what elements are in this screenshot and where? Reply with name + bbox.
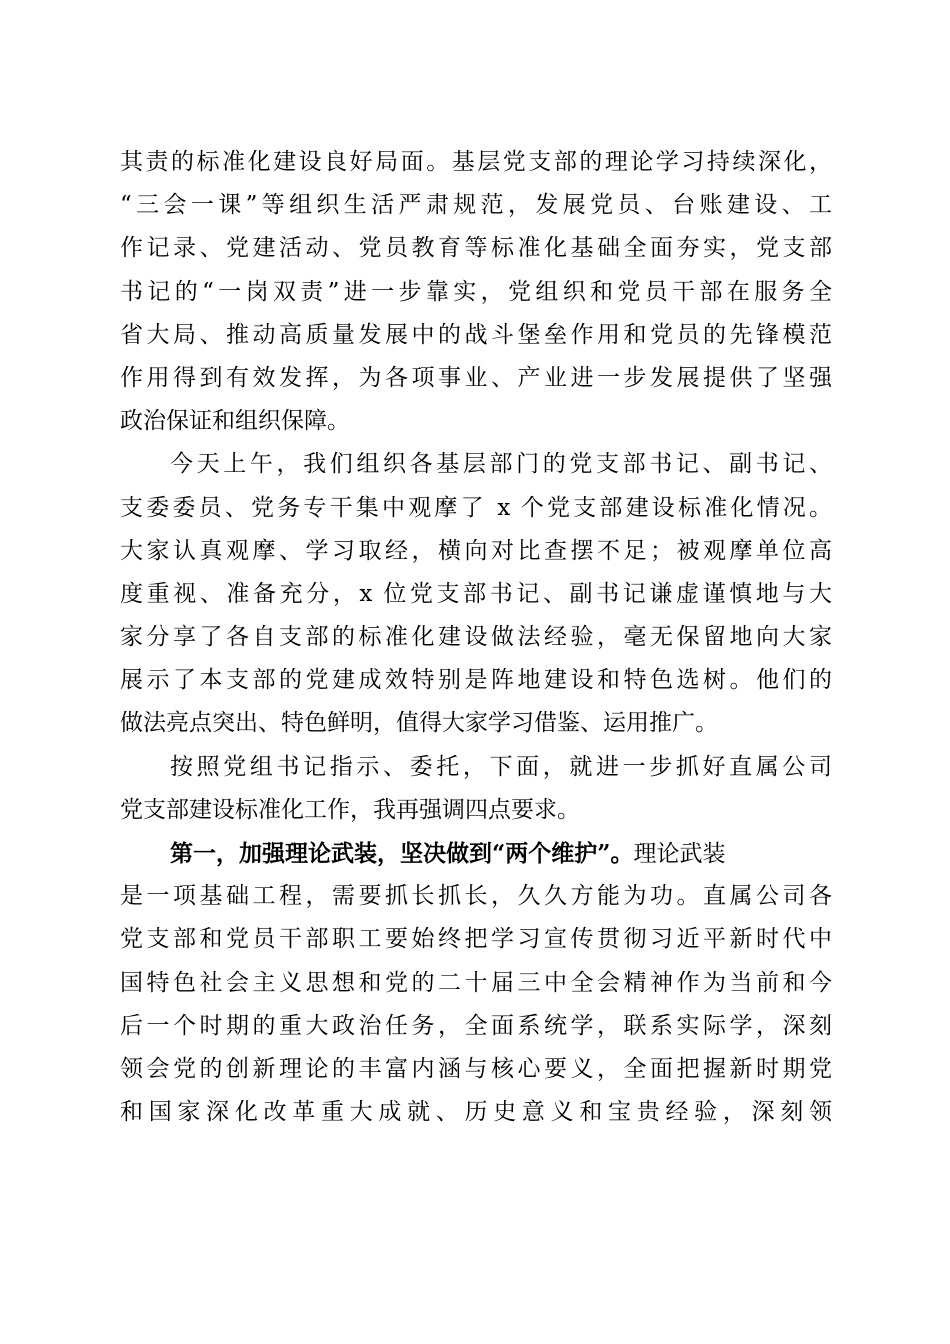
text-line: 领会党的创新理论的丰富内涵与核心要义，全面把握新时期党 — [120, 1055, 832, 1082]
text-line: 今天上午，我们组织各基层部门的党支部书记、副书记、 — [170, 451, 832, 478]
section-heading: 第一，加强理论武装，坚决做到“两个维护”。 — [170, 840, 634, 867]
text-line: 家分享了各自支部的标准化建设做法经验，毫无保留地向大家 — [120, 624, 832, 651]
text-line: 支委委员、党务专干集中观摩了 x 个党支部建设标准化情况。 — [120, 494, 832, 521]
text-line: 按照党组书记指示、委托，下面，就进一步抓好直属公司 — [170, 753, 832, 780]
text-line: 其责的标准化建设良好局面。基层党支部的理论学习持续深化， — [120, 149, 832, 175]
text-line: 省大局、推动高质量发展中的战斗堡垒作用和党员的先锋模范 — [120, 321, 832, 348]
text-line: 政治保证和组织保障。 — [120, 408, 350, 435]
text-line — [120, 832, 832, 875]
text-line: 展示了本支部的党建成效特别是阵地建设和特色选树。他们的 — [120, 667, 832, 694]
document-body — [120, 141, 832, 1134]
text-line: 大家认真观摩、学习取经，横向对比查摆不足；被观摩单位高 — [120, 537, 832, 564]
text-line: 国特色社会主义思想和党的二十届三中全会精神作为当前和今 — [120, 969, 832, 996]
text-line: 做法亮点突出、特色鲜明，值得大家学习借鉴、运用推广。 — [120, 710, 718, 737]
text-line: 党支部和党员干部职工要始终把学习宣传贯彻习近平新时代中 — [120, 926, 832, 953]
text-line: 作记录、党建活动、党员教育等标准化基础全面夯实，党支部 — [120, 235, 832, 262]
text-line: 度重视、准备充分，x 位党支部书记、副书记谦虚谨慎地与大 — [120, 580, 832, 607]
text-line: 是一项基础工程，需要抓长抓长，久久方能为功。直属公司各 — [120, 883, 832, 910]
text-run: 理论武装 — [633, 841, 726, 867]
text-line: 党支部建设标准化工作，我再强调四点要求。 — [120, 796, 580, 823]
text-line: 书记的“一岗双责”进一步靠实，党组织和党员干部在服务全 — [120, 278, 832, 305]
text-line: “三会一课”等组织生活严肃规范，发展党员、台账建设、工 — [120, 192, 832, 219]
text-line: 作用得到有效发挥，为各项事业、产业进一步发展提供了坚强 — [120, 364, 832, 391]
text-line: 和国家深化改革重大成就、历史意义和宝贵经验，深刻领 — [120, 1099, 832, 1126]
text-line: 后一个时期的重大政治任务，全面系统学，联系实际学，深刻 — [120, 1012, 832, 1039]
